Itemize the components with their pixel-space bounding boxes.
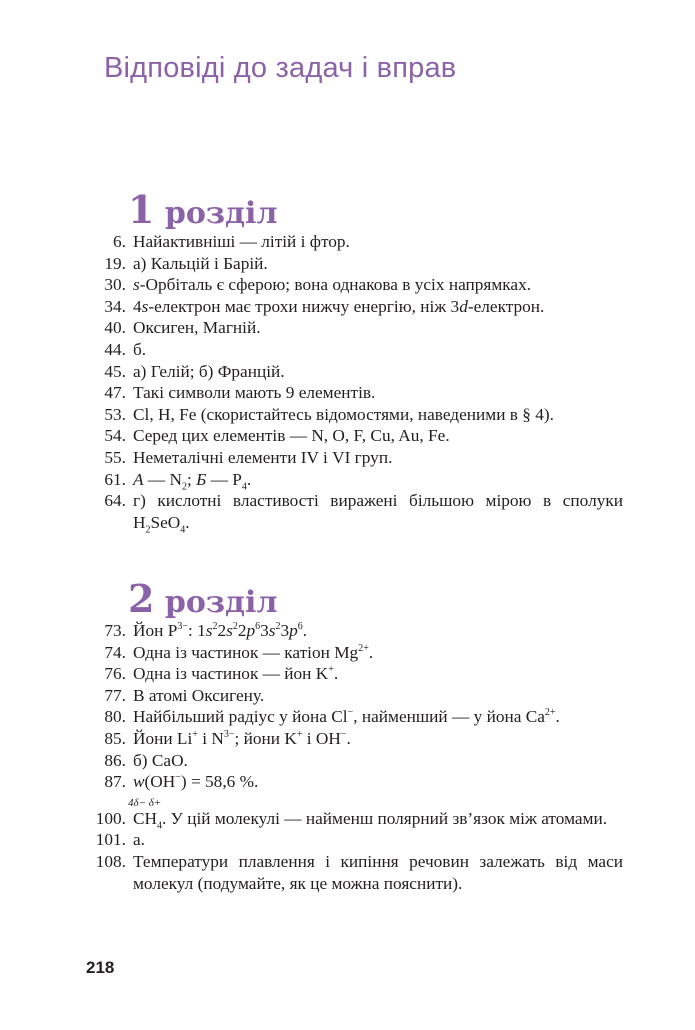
text-segment: . bbox=[333, 664, 339, 684]
answer-text bbox=[128, 231, 623, 253]
text-segment: s bbox=[133, 275, 140, 295]
text-segment: і N bbox=[197, 728, 224, 748]
answer-item bbox=[80, 425, 623, 447]
text-segment: 2+ bbox=[544, 707, 556, 719]
text-segment: . bbox=[346, 728, 351, 748]
answer-text bbox=[128, 771, 623, 793]
answer-item bbox=[80, 851, 623, 894]
text-segment: ; bbox=[186, 469, 197, 489]
answer-text bbox=[128, 274, 623, 296]
section-2 bbox=[80, 576, 623, 894]
text-segment: . bbox=[368, 642, 374, 662]
text-segment: 3− bbox=[177, 621, 188, 633]
text-segment: CH bbox=[133, 808, 158, 828]
answer-text bbox=[128, 361, 623, 383]
text-segment: − bbox=[175, 772, 181, 784]
text-segment: 2+ bbox=[358, 642, 369, 654]
section-number: 1 bbox=[128, 187, 155, 232]
text-segment: , найменший — у йона Ca bbox=[353, 707, 545, 727]
text-segment: s bbox=[268, 621, 276, 640]
answer-text bbox=[128, 404, 623, 426]
answer-text bbox=[128, 663, 623, 685]
text-segment: ) = 58,6 %. bbox=[180, 772, 259, 792]
answer-text bbox=[128, 685, 623, 707]
page-title: Відповіді до задач і вправ bbox=[104, 52, 457, 84]
answer-item bbox=[80, 663, 623, 685]
text-segment: s bbox=[141, 296, 149, 316]
text-segment: Одна із частинок — катіон Mg bbox=[133, 642, 359, 662]
text-segment: Одна із частинок — йон K bbox=[133, 664, 329, 684]
answer-item bbox=[80, 231, 623, 253]
answer-item bbox=[80, 620, 623, 642]
answer-number: 80. bbox=[104, 707, 126, 727]
text-segment: Такі символи мають 9 елементів. bbox=[133, 383, 376, 403]
answer-number: 76. bbox=[104, 664, 126, 684]
section-label: розділ bbox=[164, 585, 278, 620]
answer-item bbox=[80, 706, 623, 728]
answer-text bbox=[128, 706, 623, 728]
text-segment: Cl, H, Fe (скористайтесь відомостями, наведеними в § 4). bbox=[133, 404, 554, 424]
answer-text bbox=[128, 425, 623, 447]
section-label: розділ bbox=[164, 196, 278, 231]
text-segment: 4 bbox=[157, 820, 163, 832]
answer-item bbox=[80, 404, 623, 426]
text-segment: : 1 bbox=[187, 621, 206, 640]
answer-item bbox=[80, 317, 623, 339]
answer-text bbox=[128, 382, 623, 404]
text-segment: . bbox=[302, 621, 308, 640]
text-segment: Температури плавлення і кипіння речовин залежать від маси молекул (подумайте, як це можна пояснити). bbox=[133, 851, 623, 893]
text-segment: Йони Li bbox=[133, 728, 193, 748]
answer-text bbox=[128, 620, 623, 642]
text-segment: 2 bbox=[212, 621, 218, 633]
text-segment: + bbox=[328, 664, 334, 676]
answer-item bbox=[80, 361, 623, 383]
answer-number: 34. bbox=[104, 296, 126, 316]
answer-number: 54. bbox=[104, 426, 126, 446]
text-segment: а. bbox=[133, 830, 145, 850]
text-segment: 4 bbox=[180, 524, 186, 536]
answer-text bbox=[128, 750, 623, 772]
answer-text bbox=[128, 796, 623, 832]
text-segment: 2 bbox=[232, 621, 238, 633]
answer-item bbox=[80, 829, 623, 851]
text-segment: (OH bbox=[144, 772, 176, 792]
text-segment: . bbox=[246, 469, 252, 489]
text-segment: p bbox=[246, 621, 256, 640]
answer-item bbox=[80, 796, 623, 832]
text-segment: . У цій молекулі — найменш полярний зв’язок між атомами. bbox=[162, 808, 608, 828]
answer-text bbox=[128, 296, 623, 318]
text-segment: 2 bbox=[275, 621, 281, 633]
answer-item bbox=[80, 685, 623, 707]
answer-text bbox=[128, 469, 623, 491]
answer-number: 73. bbox=[104, 621, 126, 640]
text-segment: − bbox=[347, 707, 354, 719]
text-segment: p bbox=[289, 621, 298, 640]
text-segment: 4 bbox=[241, 480, 247, 492]
page-number: 218 bbox=[86, 958, 115, 977]
text-segment: 6 bbox=[297, 621, 303, 633]
answer-number: 55. bbox=[104, 447, 126, 467]
answer-item bbox=[80, 750, 623, 772]
text-segment: б. bbox=[133, 339, 147, 359]
text-segment: 3 bbox=[260, 621, 269, 640]
section-heading bbox=[128, 187, 623, 232]
answer-number: 45. bbox=[104, 361, 126, 381]
text-segment: б) CaO. bbox=[133, 750, 188, 770]
answer-number: 85. bbox=[104, 728, 126, 748]
text-segment: 3 bbox=[280, 621, 290, 640]
answer-number: 19. bbox=[104, 253, 126, 273]
answer-text bbox=[128, 851, 623, 894]
answer-item bbox=[80, 274, 623, 296]
text-segment: Неметалічні елементи IV і VI груп. bbox=[133, 447, 393, 467]
answer-number: 40. bbox=[104, 318, 126, 338]
text-segment: + bbox=[192, 729, 198, 741]
answer-item bbox=[80, 728, 623, 750]
text-segment: 2 bbox=[217, 621, 227, 640]
text-segment: — N bbox=[143, 469, 182, 489]
answer-number: 108. bbox=[95, 851, 126, 871]
charge-annotation: 4δ− δ+ bbox=[128, 796, 162, 809]
text-segment: ; йони K bbox=[234, 728, 297, 748]
answer-text bbox=[128, 339, 623, 361]
answer-number: 87. bbox=[104, 772, 126, 792]
answer-text bbox=[128, 253, 623, 275]
answer-number: 100. bbox=[95, 808, 126, 828]
text-segment: -Орбіталь є сферою; вона однакова в усіх напрямках. bbox=[139, 275, 532, 295]
text-segment: -електрон має трохи нижчу енергію, ніж 3 bbox=[148, 296, 460, 316]
text-segment: В атомі Оксигену. bbox=[133, 685, 265, 705]
answer-item bbox=[80, 642, 623, 664]
section-number: 2 bbox=[128, 576, 155, 621]
answer-number: 6. bbox=[113, 232, 126, 251]
answer-number: 30. bbox=[104, 275, 126, 295]
text-segment: і OH bbox=[302, 728, 341, 748]
answer-text bbox=[128, 490, 623, 536]
answer-number: 47. bbox=[104, 383, 126, 403]
text-segment: а) Кальцій і Барій. bbox=[133, 253, 268, 273]
answer-item bbox=[80, 382, 623, 404]
text-segment: w bbox=[133, 772, 145, 792]
answer-text bbox=[128, 317, 623, 339]
answer-number: 64. bbox=[104, 491, 126, 511]
text-segment: 4 bbox=[133, 296, 142, 316]
answer-text bbox=[128, 642, 623, 664]
text-segment: 3− bbox=[223, 729, 235, 741]
text-segment: Серед цих елементів — N, O, F, Cu, Au, Fe. bbox=[133, 426, 450, 446]
text-segment: -електрон. bbox=[467, 296, 545, 316]
answer-text bbox=[128, 829, 623, 851]
answer-list bbox=[80, 620, 623, 894]
text-segment: Найактивніші — літій і фтор. bbox=[133, 232, 350, 251]
text-segment: 2 bbox=[181, 480, 187, 492]
text-segment: Йон P bbox=[133, 621, 178, 640]
answer-item bbox=[80, 447, 623, 469]
answer-number: 74. bbox=[104, 642, 126, 662]
text-segment: а) Гелій; б) Францій. bbox=[133, 361, 285, 381]
answer-list bbox=[80, 231, 623, 536]
answer-text bbox=[128, 728, 623, 750]
text-segment: . bbox=[185, 512, 190, 532]
answer-number: 86. bbox=[104, 750, 126, 770]
text-segment: — P bbox=[206, 469, 242, 489]
answer-number: 61. bbox=[104, 469, 126, 489]
answer-text bbox=[128, 447, 623, 469]
answer-item bbox=[80, 296, 623, 318]
text-segment: 2 bbox=[237, 621, 247, 640]
answer-item bbox=[80, 469, 623, 491]
text-segment: А bbox=[133, 469, 144, 489]
text-segment: 2 bbox=[145, 524, 151, 536]
text-segment: − bbox=[340, 729, 347, 741]
text-segment: SeO bbox=[150, 512, 181, 532]
text-segment: Найбільший радіус у йона Cl bbox=[133, 707, 348, 727]
answer-item bbox=[80, 771, 623, 793]
answer-item bbox=[80, 490, 623, 536]
section-heading bbox=[128, 576, 623, 621]
text-segment: s bbox=[226, 621, 233, 640]
text-segment: . bbox=[555, 707, 560, 727]
section-1 bbox=[80, 187, 623, 536]
text-segment: s bbox=[205, 621, 213, 640]
text-segment: Оксиген, Магній. bbox=[133, 318, 261, 338]
answer-number: 44. bbox=[104, 339, 126, 359]
answer-item bbox=[80, 253, 623, 275]
answer-number: 101. bbox=[95, 830, 126, 850]
answer-number: 53. bbox=[104, 404, 126, 424]
text-segment: d bbox=[459, 296, 468, 316]
text-segment: Б bbox=[196, 469, 207, 489]
answer-item bbox=[80, 339, 623, 361]
text-segment: + bbox=[296, 729, 303, 741]
text-segment: 6 bbox=[255, 621, 261, 633]
answer-number: 77. bbox=[104, 685, 126, 705]
text-segment: г) кислотні властивості виражені більшою мірою в сполуки H bbox=[133, 491, 623, 532]
